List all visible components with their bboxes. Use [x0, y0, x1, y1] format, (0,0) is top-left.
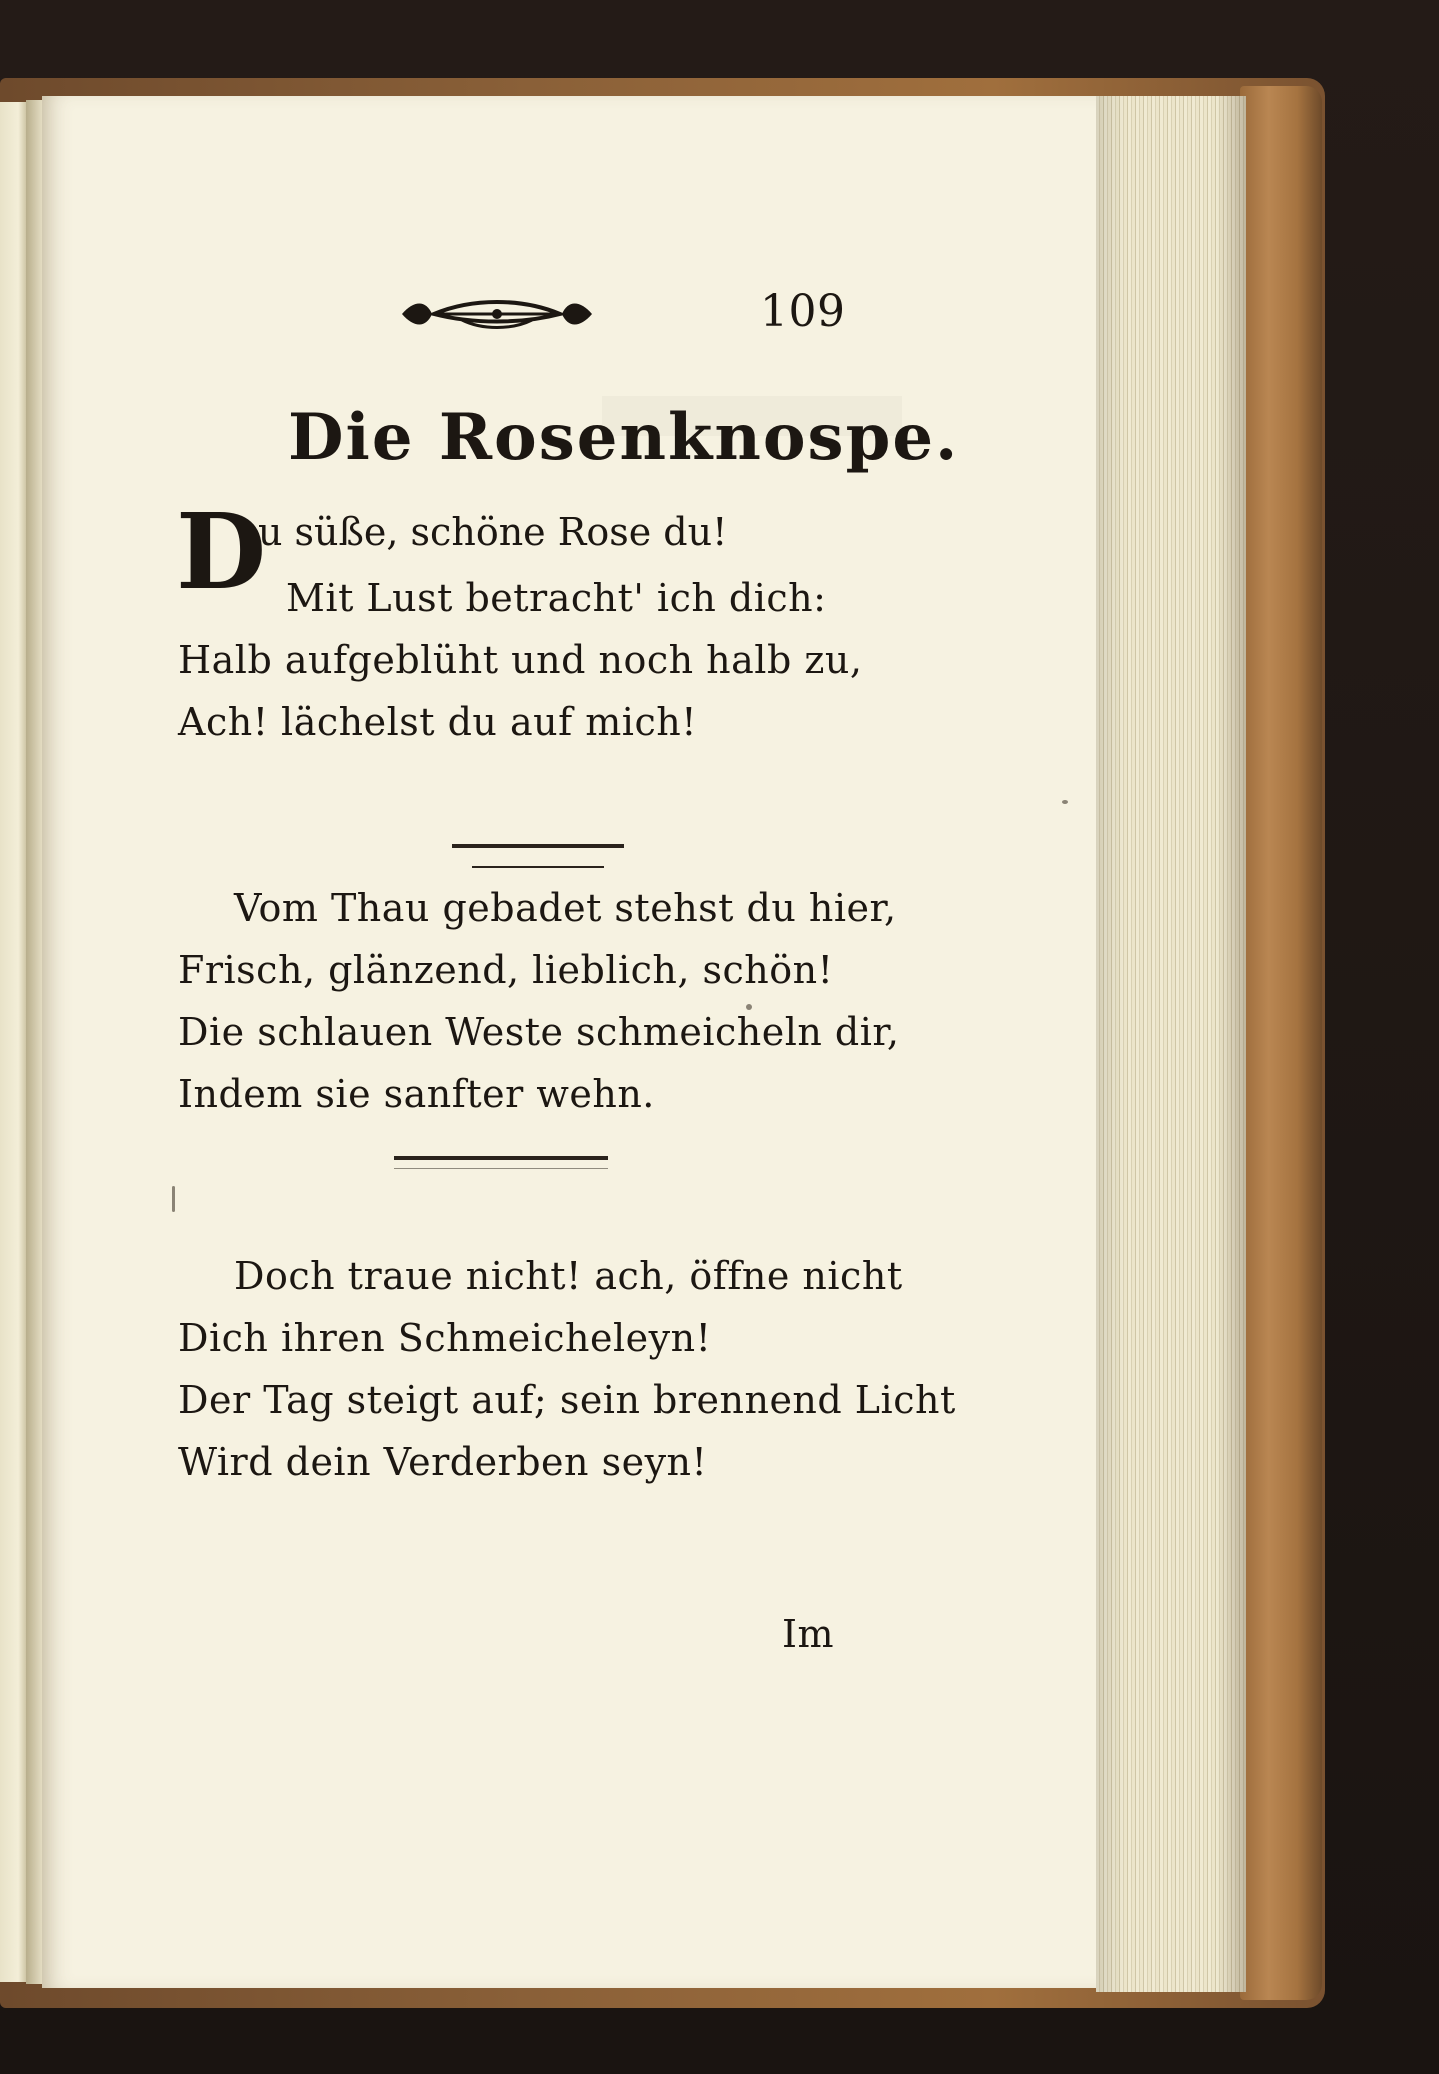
- stanza-divider: [394, 1156, 608, 1160]
- stanza-3-line-1: Doch traue nicht! ach, öffne nicht: [234, 1254, 903, 1298]
- drop-cap: D: [176, 490, 267, 613]
- paper-mark: [1062, 800, 1068, 804]
- facing-page-edge: [0, 102, 26, 1982]
- stanza-1-line-1: u süße, schöne Rose du!: [258, 510, 728, 554]
- page-gutter: [26, 100, 42, 1984]
- stanza-1-line-2: Mit Lust betracht' ich dich:: [286, 576, 827, 620]
- stanza-2-line-1: Vom Thau gebadet stehst du hier,: [234, 886, 897, 930]
- page-number: 109: [760, 286, 846, 337]
- fore-edge-shadow: [1096, 96, 1246, 1992]
- stanza-1-line-3: Halb aufgeblüht und noch halb zu,: [178, 638, 863, 682]
- stanza-divider: [452, 844, 624, 848]
- paper-mark: [172, 1186, 175, 1212]
- stanza-2-line-3: Die schlauen Weste schmeicheln dir,: [178, 1010, 900, 1054]
- stanza-2-line-4: Indem sie sanfter wehn.: [178, 1072, 655, 1116]
- stanza-3-line-2: Dich ihren Schmeicheleyn!: [178, 1316, 712, 1360]
- catchword: Im: [782, 1612, 835, 1656]
- stanza-1-line-4: Ach! lächelst du auf mich!: [178, 700, 697, 744]
- stanza-divider-thin: [472, 866, 604, 868]
- floral-vignette-icon: [392, 290, 602, 338]
- stanza-2-line-2: Frisch, glänzend, lieblich, schön!: [178, 948, 834, 992]
- stanza-divider-thin: [394, 1168, 608, 1169]
- stanza-3-line-4: Wird dein Verderben seyn!: [178, 1440, 708, 1484]
- stanza-3-line-3: Der Tag steigt auf; sein brennend Licht: [178, 1378, 956, 1422]
- cover-spine-edge: [1240, 86, 1322, 2000]
- paper-mark: [746, 1004, 752, 1010]
- poem-title: Die Rosenknospe.: [288, 400, 960, 475]
